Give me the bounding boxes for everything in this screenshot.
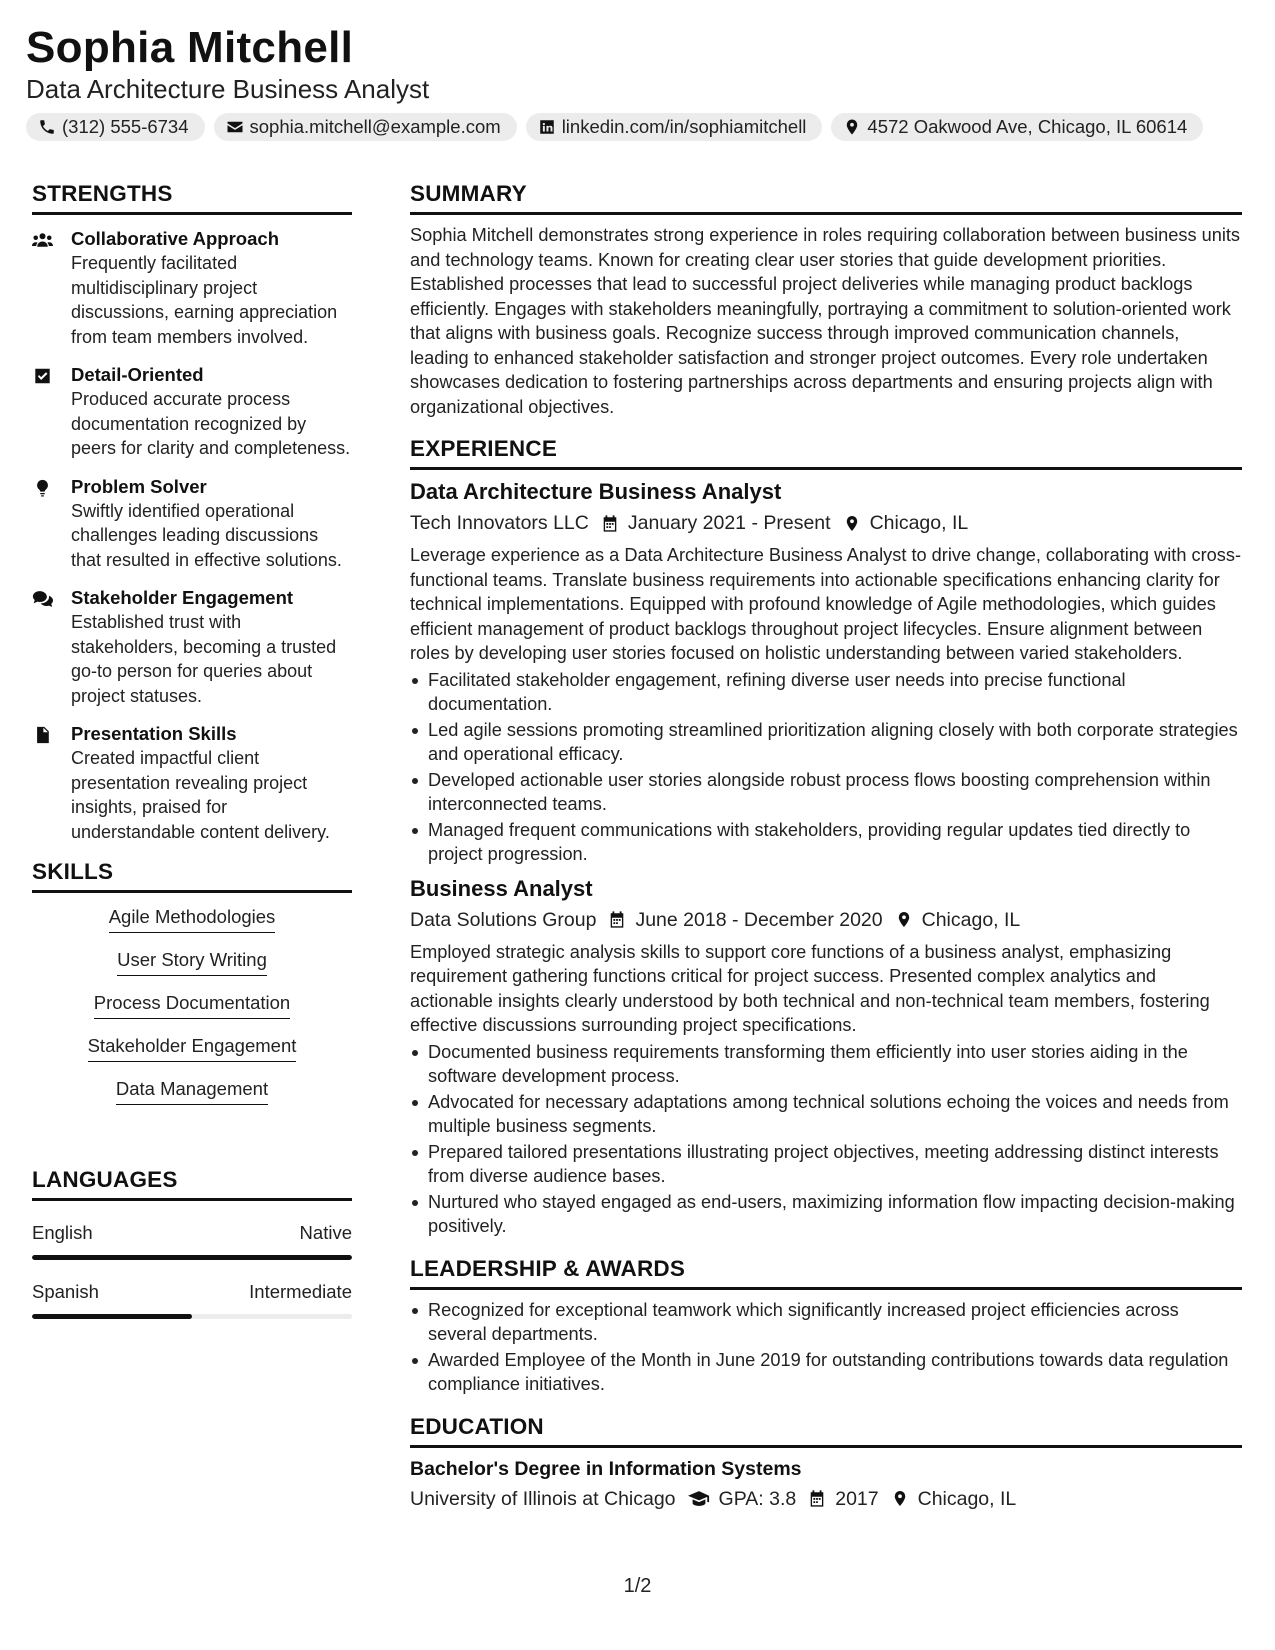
contact-bar	[26, 113, 1256, 141]
job-company: Data Solutions Group	[410, 908, 597, 931]
experience-heading: EXPERIENCE	[410, 435, 1242, 470]
skills-list	[32, 905, 352, 1120]
skill-tag: Agile Methodologies	[109, 905, 276, 933]
language-level: Native	[299, 1222, 352, 1243]
languages-heading: LANGUAGES	[32, 1166, 352, 1201]
envelope-icon	[226, 118, 244, 136]
languages-section	[32, 1166, 352, 1319]
job-bullets	[410, 1040, 1242, 1239]
leadership-section	[410, 1255, 1242, 1397]
job-meta	[410, 906, 1242, 934]
linkedin-icon	[538, 118, 556, 136]
page-number: 1/2	[623, 1575, 652, 1597]
language-proficiency-bar	[32, 1255, 352, 1260]
job-dates: June 2018 - December 2020	[635, 908, 883, 931]
education-heading: EDUCATION	[410, 1413, 1242, 1448]
language-level: Intermediate	[249, 1281, 352, 1302]
contact-email[interactable]	[214, 113, 517, 141]
bullet-item: Recognized for exceptional teamwork which significantly increased project efficiencies across several departments.	[410, 1298, 1242, 1347]
job-entry	[410, 478, 1242, 867]
strength-desc: Established trust with stakeholders, becoming a trusted go-to person for queries about project statuses.	[71, 612, 337, 706]
map-pin-icon	[843, 118, 861, 136]
linkedin-text: linkedin.com/in/sophiamitchell	[561, 116, 807, 137]
calendar-icon	[601, 514, 619, 533]
strength-item	[32, 722, 352, 844]
strength-title: Collaborative Approach	[71, 228, 279, 249]
job-description: Employed strategic analysis skills to support core functions of a business analyst, emphasizing requirement gathering functions critical for project success. Presented complex analytics and actionable insights clearly understood by both technical and non-technical team members, fostering effective discussions surrounding project specifications.	[410, 941, 1210, 1035]
calendar-icon	[608, 910, 626, 929]
job-entry	[410, 875, 1242, 1239]
skill-tag: Stakeholder Engagement	[88, 1034, 297, 1062]
strength-item	[32, 586, 352, 708]
strengths-heading: STRENGTHS	[32, 180, 352, 215]
candidate-title: Data Architecture Business Analyst	[26, 74, 430, 104]
language-item	[32, 1221, 352, 1260]
map-pin-icon	[895, 910, 913, 929]
bullet-item: Managed frequent communications with stakeholders, providing regular updates tied directly to project progression.	[410, 818, 1242, 867]
summary-text: Sophia Mitchell demonstrates strong experience in roles requiring collaboration between business units and technology teams. Known for creating clear user stories that guide development priorities. Established processes that lead to successful project deliveries while managing product backlogs efficiently. Engages with stakeholders meaningfully, portraying a commitment to solution-oriented work that aligns with business goals. Recognize success through improved communication channels, leading to enhanced stakeholder satisfaction and stronger project outcomes. Every role undertaken showcases dedication to fostering partnerships across departments and ensuring projects align with organizational objectives.	[410, 225, 1241, 417]
calendar-icon	[808, 1489, 826, 1508]
language-item	[32, 1280, 352, 1319]
job-location: Chicago, IL	[921, 908, 1021, 931]
bullet-item: Awarded Employee of the Month in June 2019 for outstanding contributions towards data regulation compliance initiatives.	[410, 1348, 1242, 1397]
strength-title: Problem Solver	[71, 475, 207, 497]
strength-item	[32, 227, 352, 349]
map-pin-icon	[891, 1489, 909, 1508]
graduation-year: 2017	[835, 1487, 879, 1510]
strength-desc: Created impactful client presentation revealing project insights, praised for understandable content delivery.	[71, 748, 330, 842]
school-name: University of Illinois at Chicago	[410, 1487, 676, 1510]
skill-tag: User Story Writing	[117, 948, 267, 976]
bullet-item: Developed actionable user stories alongside robust process flows boosting comprehension within interconnected teams.	[410, 768, 1242, 817]
language-proficiency-fill	[32, 1314, 192, 1319]
strength-title: Stakeholder Engagement	[71, 587, 294, 608]
gpa-text: GPA: 3.8	[718, 1487, 797, 1510]
language-proficiency-fill	[32, 1255, 352, 1260]
job-title: Business Analyst	[410, 875, 593, 901]
map-pin-icon	[843, 514, 861, 533]
comments-icon	[32, 590, 53, 608]
job-bullets	[410, 668, 1242, 867]
leadership-heading: LEADERSHIP & AWARDS	[410, 1255, 1242, 1290]
contact-phone[interactable]	[26, 113, 205, 141]
job-dates: January 2021 - Present	[627, 512, 831, 534]
phone-text: (312) 555-6734	[62, 116, 189, 137]
graduation-cap-icon	[688, 1489, 710, 1508]
job-meta	[410, 509, 1242, 537]
bullet-item: Facilitated stakeholder engagement, refining diverse user needs into precise functional documentation.	[410, 668, 1242, 717]
document-icon	[32, 726, 53, 744]
skill-tag: Data Management	[116, 1077, 268, 1105]
bullet-item: Led agile sessions promoting streamlined prioritization aligning closely with both corporate strategies and operational efficacy.	[410, 718, 1242, 767]
left-column	[32, 180, 352, 1319]
email-text: sophia.mitchell@example.com	[249, 116, 501, 137]
bullet-item: Documented business requirements transforming them efficiently into user stories aiding in the software development process.	[410, 1040, 1242, 1089]
address-text: 4572 Oakwood Ave, Chicago, IL 60614	[867, 116, 1188, 137]
language-name: English	[32, 1222, 93, 1243]
language-proficiency-bar	[32, 1314, 352, 1319]
education-location: Chicago, IL	[917, 1487, 1017, 1510]
right-column	[410, 180, 1242, 1513]
job-company: Tech Innovators LLC	[410, 512, 589, 534]
education-meta	[410, 1485, 1242, 1513]
summary-heading: SUMMARY	[410, 180, 1242, 215]
bullet-item: Advocated for necessary adaptations among technical solutions echoing the voices and needs from multiple business segments.	[410, 1090, 1242, 1139]
strengths-list	[32, 227, 352, 844]
checkbox-icon	[32, 367, 53, 385]
phone-icon	[38, 118, 56, 136]
strength-desc: Produced accurate process documentation recognized by peers for clarity and completeness.	[71, 389, 351, 458]
job-location: Chicago, IL	[869, 512, 969, 534]
education-section	[410, 1413, 1242, 1513]
lightbulb-icon	[32, 479, 53, 497]
job-title: Data Architecture Business Analyst	[410, 479, 782, 504]
bullet-item: Nurtured who stayed engaged as end-users, maximizing information flow impacting decision-making positively.	[410, 1190, 1242, 1239]
leadership-bullets	[410, 1298, 1242, 1397]
contact-address[interactable]	[831, 113, 1203, 141]
experience-section	[410, 435, 1242, 1239]
strength-item	[32, 363, 352, 461]
strength-desc: Swiftly identified operational challenges leading discussions that resulted in effective solutions.	[71, 500, 342, 570]
language-name: Spanish	[32, 1281, 99, 1302]
strength-item	[32, 475, 352, 573]
bullet-item: Prepared tailored presentations illustrating project objectives, meeting addressing distinct interests from diverse audience bases.	[410, 1140, 1242, 1189]
strength-title: Presentation Skills	[71, 723, 237, 744]
strength-desc: Frequently facilitated multidisciplinary project discussions, earning appreciation from team members involved.	[71, 253, 338, 347]
job-description: Leverage experience as a Data Architecture Business Analyst to drive change, collaborating with cross-functional teams. Translate business requirements into actionable specifications enhancing clarity for technical implementations. Equipped with profound knowledge of Agile methodologies, which guides efficient management of product backlogs throughout project lifecycles. Ensure alignment between roles by developing user stories focused on holistic understanding between varied stakeholders.	[410, 545, 1242, 663]
strength-title: Detail-Oriented	[71, 364, 204, 385]
degree-title: Bachelor's Degree in Information Systems	[410, 1457, 802, 1480]
users-icon	[32, 231, 53, 249]
skill-tag: Process Documentation	[94, 991, 290, 1019]
resume-header	[26, 22, 1256, 141]
contact-linkedin[interactable]	[526, 113, 823, 141]
skills-section	[32, 858, 352, 1120]
candidate-name: Sophia Mitchell	[26, 23, 354, 72]
skills-heading: SKILLS	[32, 858, 352, 893]
